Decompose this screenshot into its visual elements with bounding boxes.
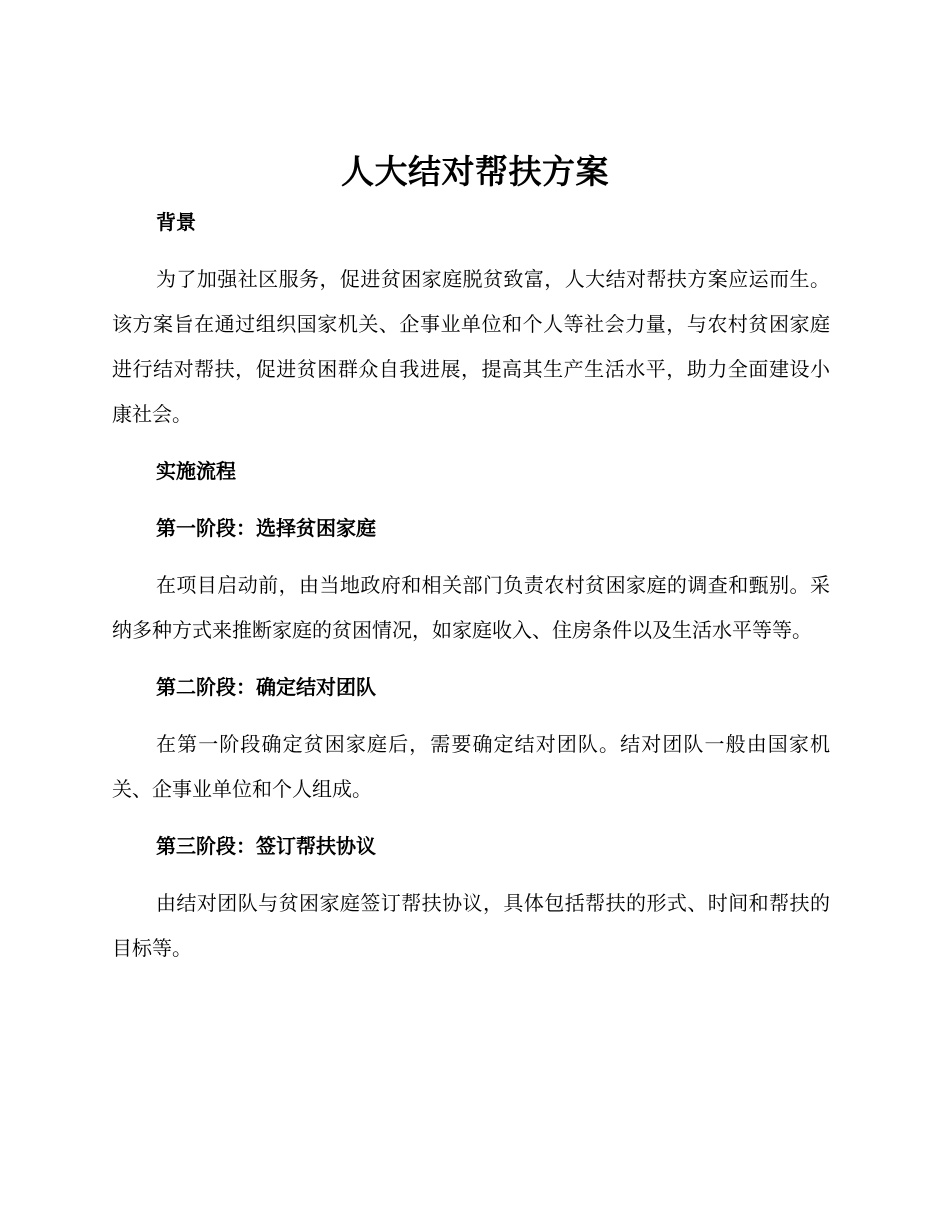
stage1-heading: 第一阶段：选择贫困家庭: [156, 516, 376, 540]
section-heading-background: 背景: [156, 210, 196, 234]
section-heading-process: 实施流程: [156, 459, 236, 483]
paragraph-stage3: 由结对团队与贫困家庭签订帮扶协议，具体包括帮扶的形式、时间和帮扶的目标等。: [112, 891, 830, 960]
paragraph-stage1: 在项目启动前，由当地政府和相关部门负责农村贫困家庭的调查和甄别。采纳多种方式来推断家庭的贫困情况，如家庭收入、住房条件以及生活水平等等。: [112, 573, 830, 642]
stage2-heading: 第二阶段：确定结对团队: [156, 675, 376, 699]
paragraph-background: 为了加强社区服务，促进贫困家庭脱贫致富，人大结对帮扶方案应运而生。该方案旨在通过组织国家机关、企事业单位和个人等社会力量，与农村贫困家庭进行结对帮扶，促进贫困群众自我进展，提高其生产生活水平，助力全面建设小康社会。: [112, 267, 830, 426]
stage3-heading: 第三阶段：签订帮扶协议: [156, 834, 376, 858]
document-body: [112, 200, 830, 971]
document-title: 人大结对帮扶方案: [341, 152, 609, 191]
paragraph-stage2: 在第一阶段确定贫困家庭后，需要确定结对团队。结对团队一般由国家机关、企事业单位和个人组成。: [112, 732, 830, 801]
